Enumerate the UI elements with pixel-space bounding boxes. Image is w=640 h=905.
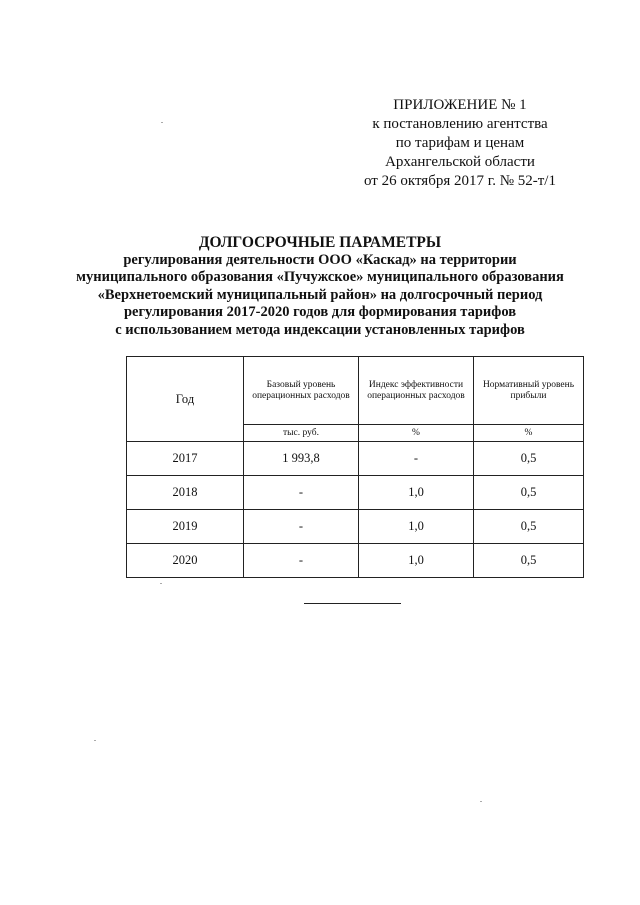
year-cell: 2019: [127, 510, 244, 544]
title-line: регулирования 2017-2020 годов для формирования тарифов: [123, 304, 517, 321]
scan-speck: [160, 583, 162, 584]
profit-level-cell: 0,5: [474, 476, 584, 510]
header-profit-level: Нормативный уровень прибыли: [474, 357, 584, 425]
efficiency-index-cell: 1,0: [359, 476, 474, 510]
base-opex-cell: -: [244, 510, 359, 544]
efficiency-index-cell: -: [359, 442, 474, 476]
header-efficiency-index: Индекс эффективности операционных расходов: [359, 357, 474, 425]
year-cell: 2017: [127, 442, 244, 476]
unit-cell: %: [474, 425, 584, 442]
profit-level-cell: 0,5: [474, 510, 584, 544]
appendix-date-number: от 26 октября 2017 г. № 52-т/1: [364, 173, 556, 189]
appendix-line: по тарифам и ценам: [395, 135, 525, 151]
base-opex-cell: -: [244, 544, 359, 578]
title-line: муниципального образования «Пучужское» муниципального образования: [76, 269, 564, 286]
appendix-line: к постановлению агентства: [372, 116, 548, 132]
profit-level-cell: 0,5: [474, 442, 584, 476]
closing-rule: [304, 603, 401, 604]
parameters-table: [126, 356, 584, 578]
year-cell: 2020: [127, 544, 244, 578]
unit-cell: тыс. руб.: [244, 425, 359, 442]
appendix-header: [330, 96, 590, 191]
title-line: «Верхнетоемский муниципальный район» на долгосрочный период: [97, 286, 543, 303]
appendix-title: ПРИЛОЖЕНИЕ № 1: [393, 97, 527, 113]
title-main: ДОЛГОСРОЧНЫЕ ПАРАМЕТРЫ: [198, 234, 442, 251]
table-row: [127, 544, 584, 578]
scan-speck: [161, 122, 163, 123]
table-row: [127, 442, 584, 476]
efficiency-index-cell: 1,0: [359, 544, 474, 578]
unit-cell: %: [359, 425, 474, 442]
title-line: с использованием метода индексации установленных тарифов: [115, 321, 525, 338]
table-row: [127, 510, 584, 544]
base-opex-cell: 1 993,8: [244, 442, 359, 476]
table-header-row: [127, 357, 584, 425]
table-row: [127, 476, 584, 510]
profit-level-cell: 0,5: [474, 544, 584, 578]
header-base-opex: Базовый уровень операционных расходов: [244, 357, 359, 425]
base-opex-cell: -: [244, 476, 359, 510]
header-year: Год: [127, 357, 244, 442]
scan-speck: [94, 740, 96, 741]
scan-speck: [480, 801, 482, 802]
document-title: [60, 234, 580, 340]
title-line: регулирования деятельности ООО «Каскад» на территории: [123, 251, 517, 268]
appendix-line: Архангельской области: [385, 154, 535, 170]
year-cell: 2018: [127, 476, 244, 510]
efficiency-index-cell: 1,0: [359, 510, 474, 544]
